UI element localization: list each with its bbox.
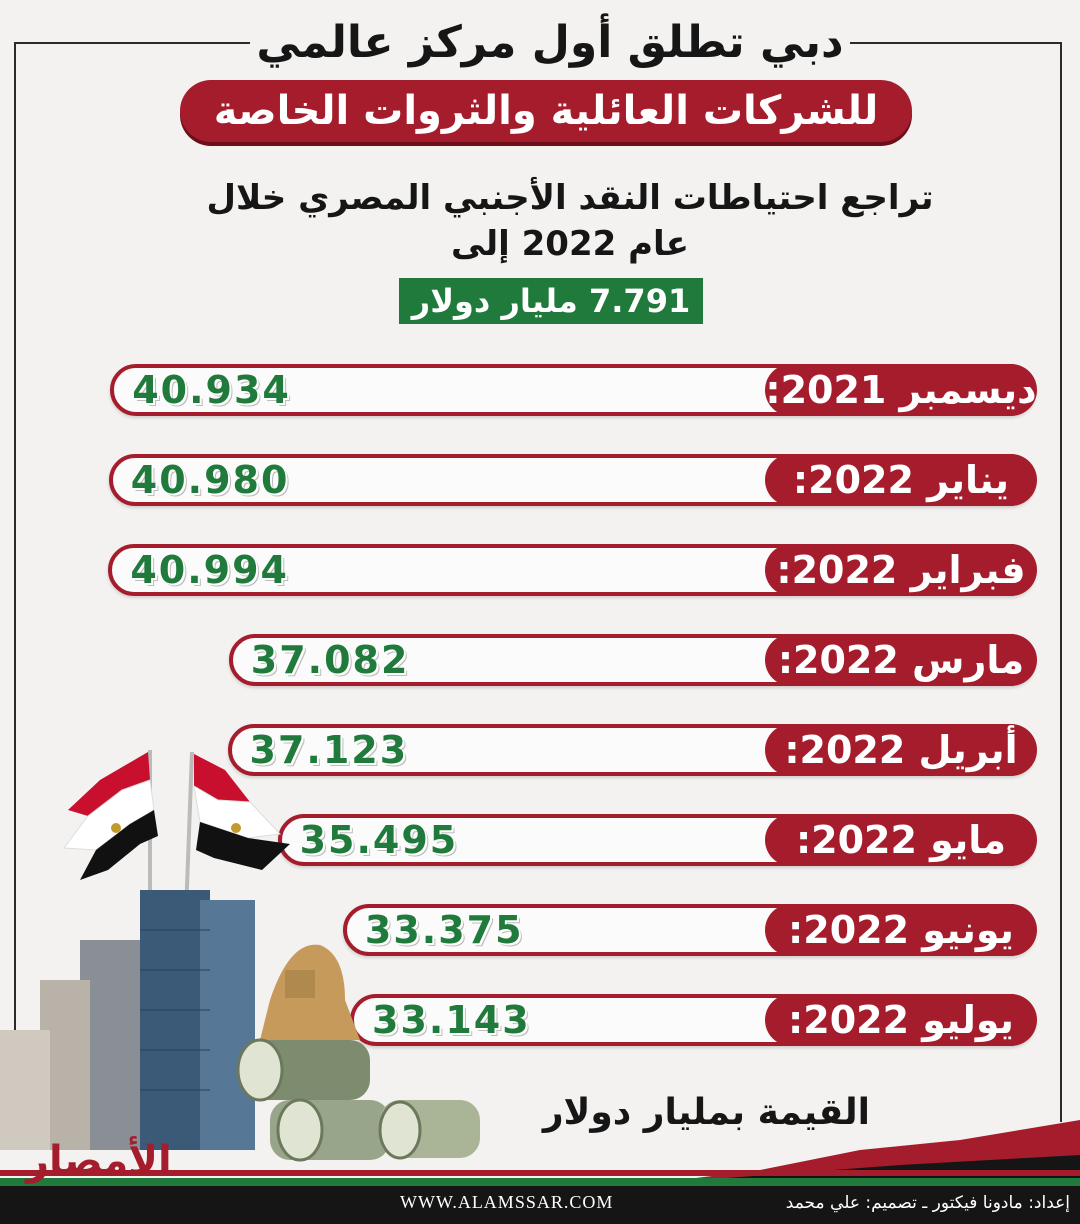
subtitle-line-2: عام 2022 إلى xyxy=(450,224,690,264)
website-url: WWW.ALAMSSAR.COM xyxy=(400,1192,614,1212)
category-label: فبراير 2022: xyxy=(765,544,1037,596)
bar-value-label: 33.143 xyxy=(372,998,531,1042)
bar-value-label: 37.123 xyxy=(249,728,409,772)
subtitle-line-1: تراجع احتياطات النقد الأجنبي المصري خلال xyxy=(206,178,934,218)
brand-logo: الأمصار xyxy=(26,1138,172,1184)
headline-line-2: للشركات العائلية والثروات الخاصة xyxy=(180,80,912,142)
category-label: أبريل 2022: xyxy=(765,724,1037,776)
bar-value-label: 40.980 xyxy=(130,458,290,502)
credits: إعداد: مادونا فيكتور ـ تصميم: علي محمد xyxy=(785,1193,1070,1213)
category-label: ديسمبر 2021: xyxy=(765,364,1037,416)
headline-line-1: دبي تطلق أول مركز عالمي xyxy=(250,14,850,72)
category-label: يناير 2022: xyxy=(765,454,1037,506)
category-label: مارس 2022: xyxy=(765,634,1037,686)
category-label: يوليو 2022: xyxy=(765,994,1037,1046)
bar-value-label: 40.994 xyxy=(130,548,289,592)
bar-value-label: 33.375 xyxy=(364,908,524,952)
bar-value-label: 37.082 xyxy=(250,638,410,682)
category-label: يونيو 2022: xyxy=(765,904,1037,956)
bar-value-label: 35.495 xyxy=(299,818,459,862)
category-label: مايو 2022: xyxy=(765,814,1037,866)
highlight-value-badge: 7.791 مليار دولار xyxy=(399,278,703,324)
unit-note: القيمة بمليار دولار xyxy=(542,1092,870,1133)
sphinx-icon xyxy=(260,945,360,1040)
bar-value-label: 40.934 xyxy=(132,368,291,412)
